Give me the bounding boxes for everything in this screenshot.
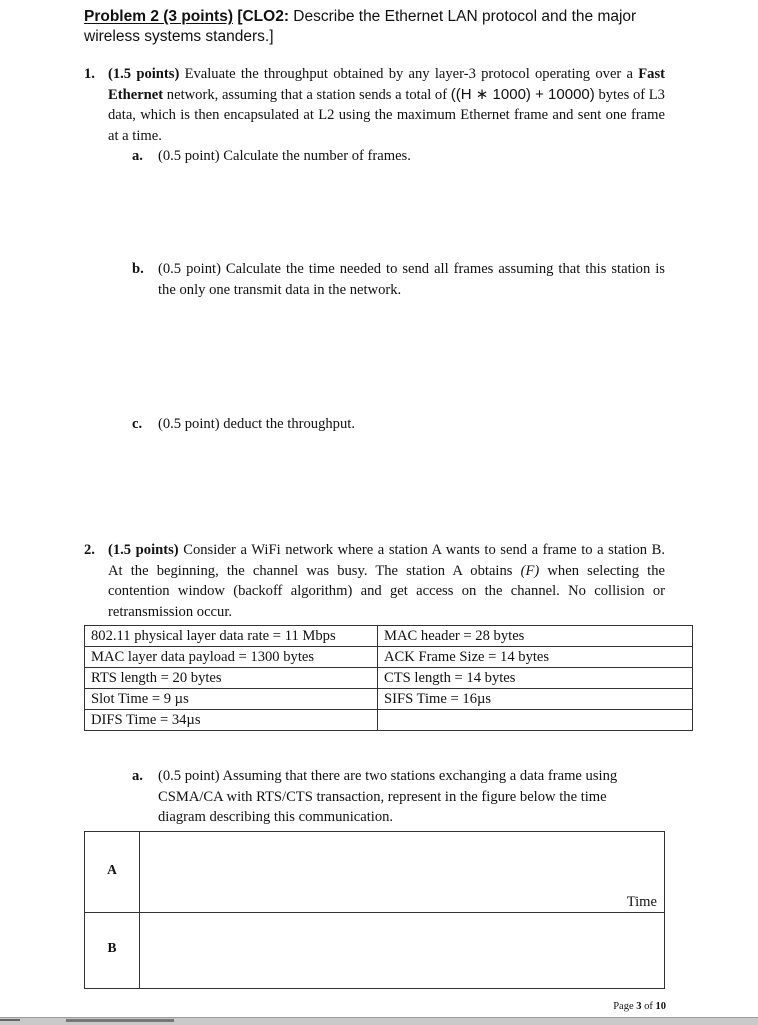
- question-1b-label: b.: [132, 261, 144, 277]
- page-total: 10: [655, 1001, 666, 1012]
- table-cell: [378, 710, 693, 731]
- question-1b: [132, 259, 665, 300]
- table-row: [85, 626, 693, 647]
- question-2a-text: (0.5 point) Assuming that there are two stations exchanging a data frame using CSMA/CA with RTS/CTS transaction, represent in the figure below the time diagram describing this communication.: [158, 768, 618, 825]
- diagram-divider-vertical: [139, 832, 140, 988]
- page-current: 3: [636, 1001, 642, 1012]
- table-cell: CTS length = 14 bytes: [378, 668, 693, 689]
- question-2a: [132, 766, 658, 828]
- problem-heading: [84, 7, 684, 47]
- table-row: [85, 710, 693, 731]
- question-1a-text: (0.5 point) Calculate the number of frames.: [158, 148, 411, 164]
- table-cell: 802.11 physical layer data rate = 11 Mbps: [85, 626, 378, 647]
- question-1c-text: (0.5 point) deduct the throughput.: [158, 416, 355, 432]
- table-cell: SIFS Time = 16µs: [378, 689, 693, 710]
- question-2-points: (1.5 points): [108, 542, 179, 558]
- bottom-bar-segment: [66, 1019, 174, 1022]
- question-1c-label: c.: [132, 416, 143, 432]
- question-1-body-3: bytes of L3 data, which is then encapsulated at L2 using the maximum Ethernet frame and sent one frame at a time.: [108, 86, 665, 144]
- station-b-label: B: [107, 940, 117, 955]
- time-axis-label: Time: [626, 894, 657, 910]
- question-2a-label: a.: [132, 768, 143, 784]
- question-2-number: 2.: [84, 542, 95, 558]
- table-cell: ACK Frame Size = 14 bytes: [378, 647, 693, 668]
- question-1-body-2: network, assuming that a station sends a total of: [163, 86, 451, 103]
- table-row: [85, 668, 693, 689]
- parameters-table: [84, 625, 693, 731]
- question-1a-label: a.: [132, 148, 143, 164]
- question-1-network: Fast Ethernet: [108, 66, 665, 103]
- page-number: [613, 1001, 666, 1012]
- problem-label: Problem 2 (3 points): [84, 8, 233, 25]
- heading-title: Describe the Ethernet LAN protocol and the major wireless systems standers.]: [84, 8, 637, 45]
- time-diagram: [84, 831, 665, 989]
- question-1c: [132, 414, 665, 435]
- table-cell: RTS length = 20 bytes: [85, 668, 378, 689]
- question-1-text: [108, 64, 665, 146]
- table-row: [85, 689, 693, 710]
- question-1b-text: (0.5 point) Calculate the time needed to send all frames assuming that this station is the only one transmit data in the network.: [158, 261, 665, 298]
- table-cell: MAC layer data payload = 1300 bytes: [85, 647, 378, 668]
- question-1-points: (1.5 points): [108, 66, 180, 82]
- table-cell: Slot Time = 9 µs: [85, 689, 378, 710]
- diagram-divider-horizontal: [85, 912, 664, 913]
- question-2-variable: (F): [520, 562, 540, 579]
- clo-label: [CLO2:: [237, 8, 289, 25]
- question-1-body-1: Evaluate the throughput obtained by any layer-3 protocol operating over a: [179, 66, 639, 82]
- question-1a: [132, 146, 665, 167]
- station-a-label: A: [107, 862, 117, 877]
- table-row: [85, 647, 693, 668]
- page-of-word: of: [644, 1001, 653, 1012]
- question-2-body-2: when selecting the contention window (backoff algorithm) and get access on the channel. No collision or retransmission occur.: [108, 562, 665, 620]
- question-1-number: 1.: [84, 66, 95, 82]
- table-cell: DIFS Time = 34µs: [85, 710, 378, 731]
- page-word: Page: [613, 1001, 634, 1012]
- bottom-bar-mark: [0, 1019, 20, 1021]
- question-2-body-1: Consider a WiFi network where a station A wants to send a frame to a station B. At the beginning, the channel was busy. The station A obtains: [108, 542, 666, 579]
- table-cell: MAC header = 28 bytes: [378, 626, 693, 647]
- question-2-text: [108, 540, 665, 622]
- question-1-formula: ((H ∗ 1000) + 10000): [450, 85, 595, 103]
